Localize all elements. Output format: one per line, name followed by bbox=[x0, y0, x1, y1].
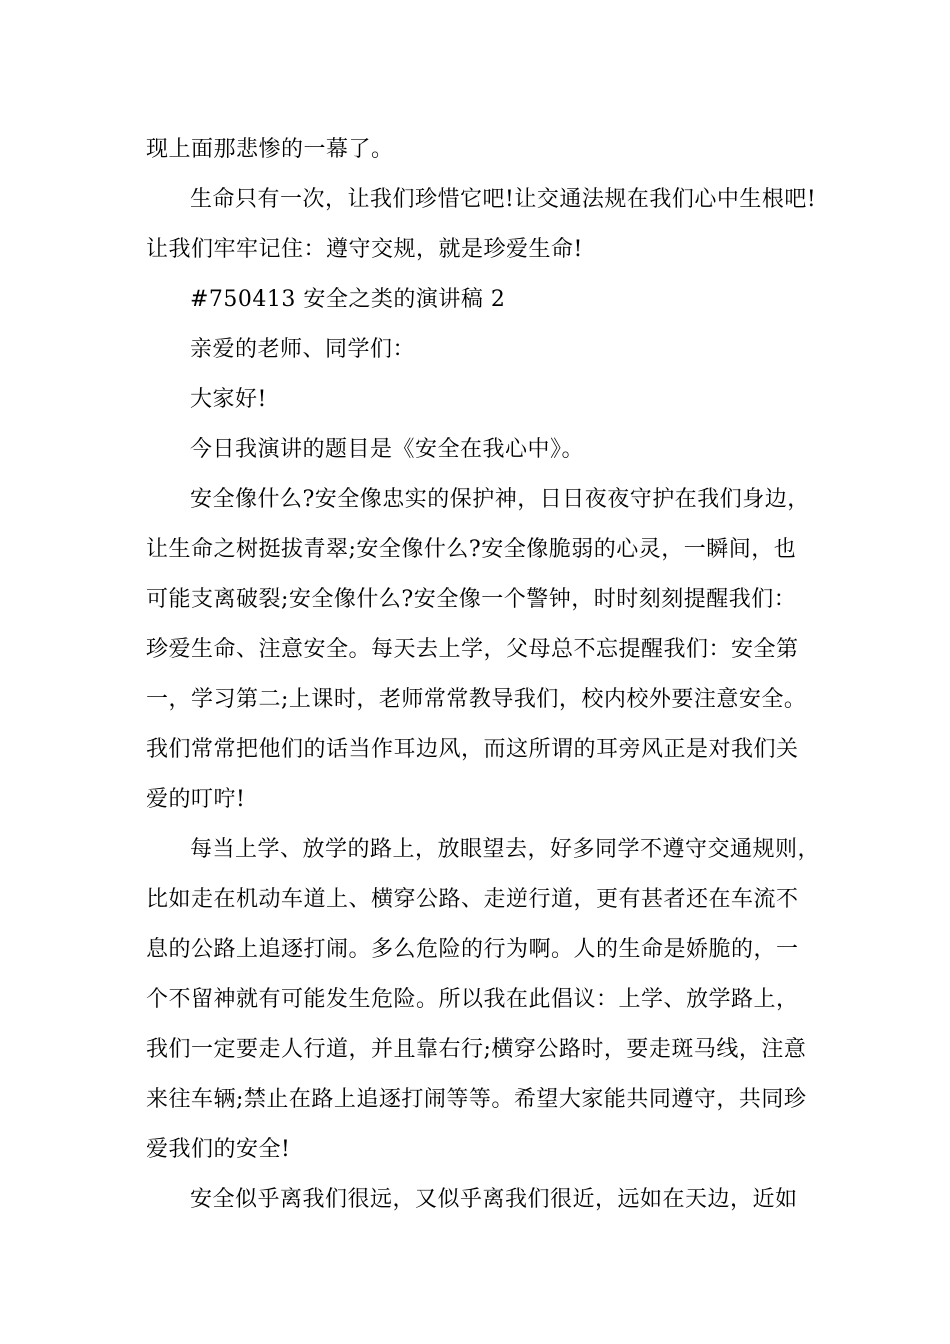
text-line: 一，学习第二;上课时，老师常常教导我们，校内校外要注意安全。 bbox=[146, 687, 807, 712]
text-line: 我们一定要走人行道，并且靠右行;横穿公路时，要走斑马线，注意 bbox=[146, 1037, 807, 1062]
text-line: 可能支离破裂;安全像什么?安全像一个警钟，时时刻刻提醒我们： bbox=[146, 587, 797, 612]
text-line: 爱我们的安全! bbox=[146, 1137, 291, 1162]
text-line: 大家好! bbox=[190, 387, 267, 412]
text-line: 安全似乎离我们很远，又似乎离我们很近，远如在天边，近如 bbox=[190, 1187, 798, 1212]
text-line: 来往车辆;禁止在路上追逐打闹等等。希望大家能共同遵守，共同珍 bbox=[146, 1087, 807, 1112]
text-line: 生命只有一次，让我们珍惜它吧!让交通法规在我们心中生根吧! bbox=[190, 187, 817, 212]
text-line: 让我们牢牢记住：遵守交规，就是珍爱生命! bbox=[146, 237, 583, 262]
text-line: 今日我演讲的题目是《安全在我心中》。 bbox=[190, 437, 585, 462]
text-line: 亲爱的老师、同学们： bbox=[190, 337, 416, 362]
text-line: 每当上学、放学的路上，放眼望去，好多同学不遵守交通规则， bbox=[190, 837, 821, 862]
text-line: 息的公路上追逐打闹。多么危险的行为啊。人的生命是娇脆的，一 bbox=[146, 937, 799, 962]
text-line: 现上面那悲惨的一幕了。 bbox=[146, 137, 394, 162]
text-line: 个不留神就有可能发生危险。所以我在此倡议：上学、放学路上， bbox=[146, 987, 799, 1012]
section-heading: #750413 安全之类的演讲稿 2 bbox=[190, 287, 506, 312]
text-line: 安全像什么?安全像忠实的保护神，日日夜夜守护在我们身边， bbox=[190, 487, 810, 512]
text-line: 比如走在机动车道上、横穿公路、走逆行道，更有甚者还在车流不 bbox=[146, 887, 799, 912]
text-line: 爱的叮咛! bbox=[146, 787, 246, 812]
text-line: 我们常常把他们的话当作耳边风，而这所谓的耳旁风正是对我们关 bbox=[146, 737, 799, 762]
text-line: 让生命之树挺拔青翠;安全像什么?安全像脆弱的心灵，一瞬间，也 bbox=[146, 537, 797, 562]
text-line: 珍爱生命、注意安全。每天去上学，父母总不忘提醒我们：安全第 bbox=[146, 637, 799, 662]
